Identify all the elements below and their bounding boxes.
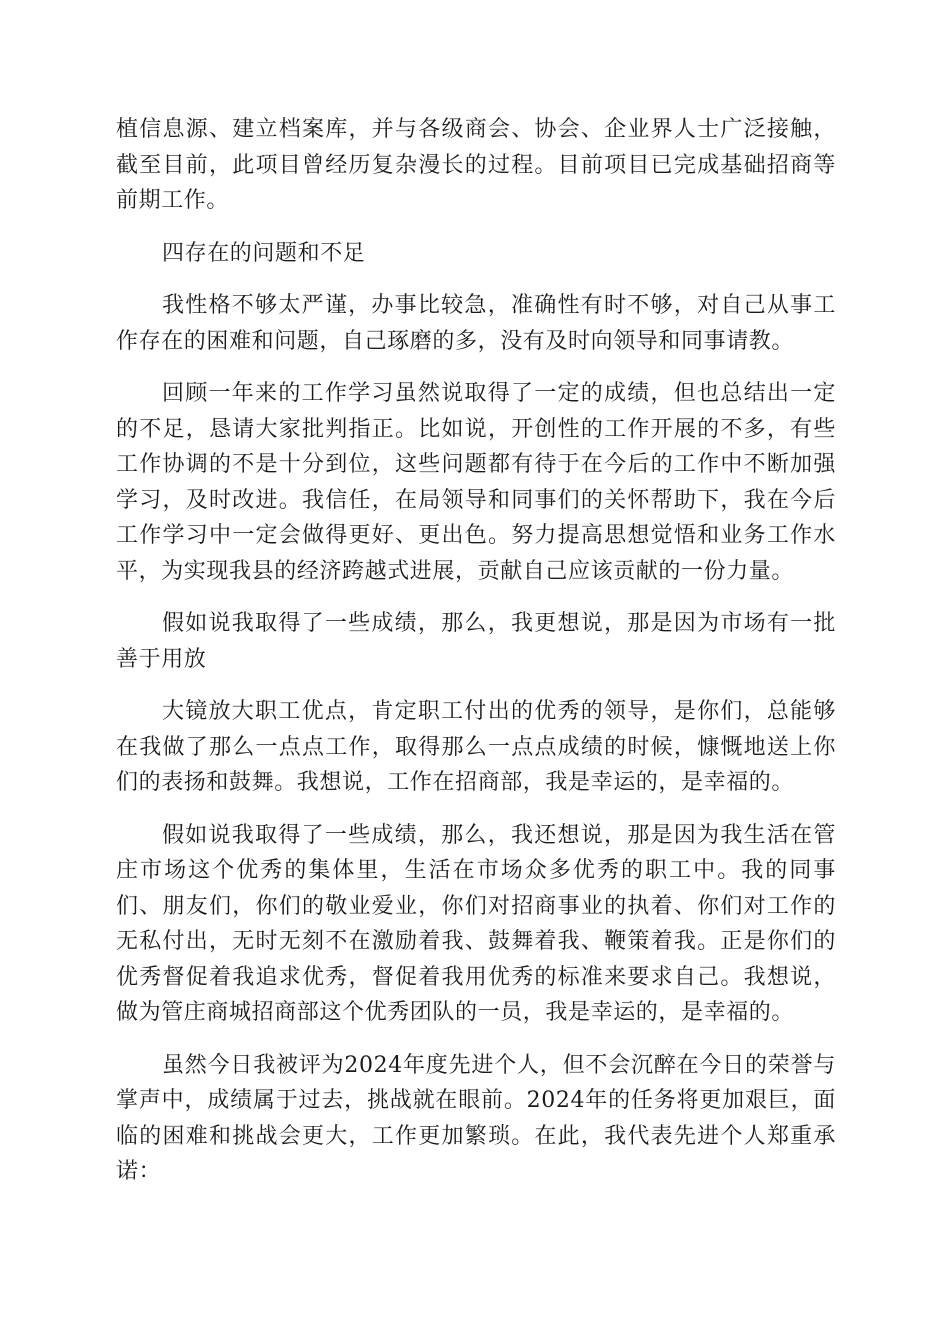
section-heading: 四存在的问题和不足: [162, 240, 366, 266]
paragraph-leaders-praise: 大镜放大职工优点，肯定职工付出的优秀的领导，是你们，总能够在我做了那么一点点工作，取得那么一点点成绩的时候，慷慨地送上你们的表扬和鼓舞。我想说，工作在招商部，我是幸运的，是幸福的。: [116, 699, 836, 795]
paragraph-achievements-team: 假如说我取得了一些成绩，那么，我还想说，那是因为我生活在管庄市场这个优秀的集体里，生活在市场众多优秀的职工中。我的同事们、朋友们，你们的敬业爱业，你们对招商事业的执着、你们对工作的无私付出，无时无刻不在激励着我、鼓舞着我、鞭策着我。正是你们的优秀督促着我追求优秀，督促着我用优秀的标准来要求自己。我想说，做为管庄商城招商部这个优秀团队的一员，我是幸运的，是幸福的。: [116, 822, 836, 1025]
paragraph-review: 回顾一年来的工作学习虽然说取得了一定的成绩，但也总结出一定的不足，恳请大家批判指正。比如说，开创性的工作开展的不多，有些工作协调的不是十分到位，这些问题都有待于在今后的工作中不断加强学习，及时改进。我信任，在局领导和同事们的关怀帮助下，我在今后工作学习中一定会做得更好、更出色。努力提高思想觉悟和业务工作水平，为实现我县的经济跨越式进展，贡献自己应该贡献的一份力量。: [116, 381, 836, 584]
paragraph-achievements-leaders: 假如说我取得了一些成绩，那么，我更想说，那是因为市场有一批善于用放: [116, 611, 836, 672]
paragraph-commitment: 虽然今日我被评为2024年度先进个人，但不会沉醉在今日的荣誉与掌声中，成绩属于过去，挑战就在眼前。2024年的任务将更加艰巨，面临的困难和挑战会更大，工作更加繁琐。在此，我代表先进个人郑重承诺：: [116, 1052, 836, 1184]
paragraph-shortcomings: 我性格不够太严谨，办事比较急，准确性有时不够，对自己从事工作存在的困难和问题，自己琢磨的多，没有及时向领导和同事请教。: [116, 293, 836, 354]
document-body: [116, 112, 836, 1207]
paragraph-continuation: 植信息源、建立档案库，并与各级商会、协会、企业界人士广泛接触，截至目前，此项目曾经历复杂漫长的过程。目前项目已完成基础招商等前期工作。: [116, 117, 836, 213]
